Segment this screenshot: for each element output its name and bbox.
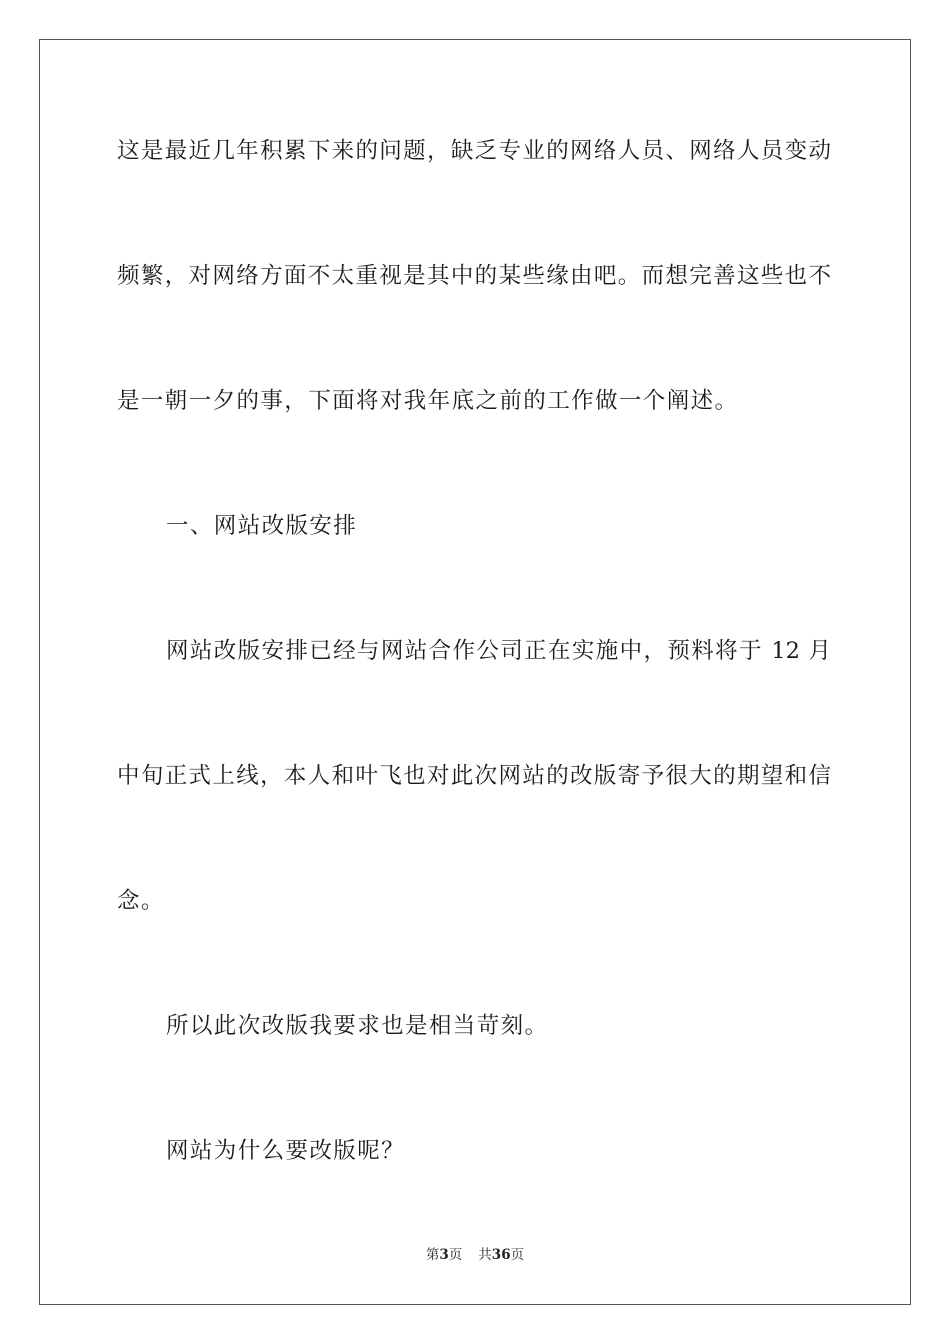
paragraph-line: 所以此次改版我要求也是相当苛刻。 — [166, 1013, 549, 1039]
total-suffix: 页 — [510, 1247, 525, 1263]
paragraph-line: 念。 — [117, 888, 165, 914]
total-page-number: 36 — [491, 1247, 511, 1263]
paragraph-line: 网站改版安排已经与网站合作公司正在实施中，预料将于 12 月 — [166, 638, 831, 664]
page-border — [39, 39, 911, 1305]
paragraph-line: 这是最近几年积累下来的问题，缺乏专业的网络人员、网络人员变动 — [117, 138, 831, 164]
paragraph-line: 是一朝一夕的事，下面将对我年底之前的工作做一个阐述。 — [117, 388, 739, 414]
paragraph-line: 频繁，对网络方面不太重视是其中的某些缘由吧。而想完善这些也不 — [117, 263, 831, 289]
page-footer — [0, 1245, 950, 1265]
total-prefix: 共 — [478, 1247, 492, 1263]
paragraph-line: 网站为什么要改版呢？ — [166, 1138, 406, 1164]
current-page-number: 3 — [439, 1247, 449, 1263]
section-heading: 一、网站改版安排 — [166, 513, 358, 539]
paragraph-line: 中旬正式上线，本人和叶飞也对此次网站的改版寄予很大的期望和信 — [117, 763, 831, 789]
page-prefix: 第 — [425, 1247, 440, 1263]
page-suffix: 页 — [448, 1247, 463, 1263]
